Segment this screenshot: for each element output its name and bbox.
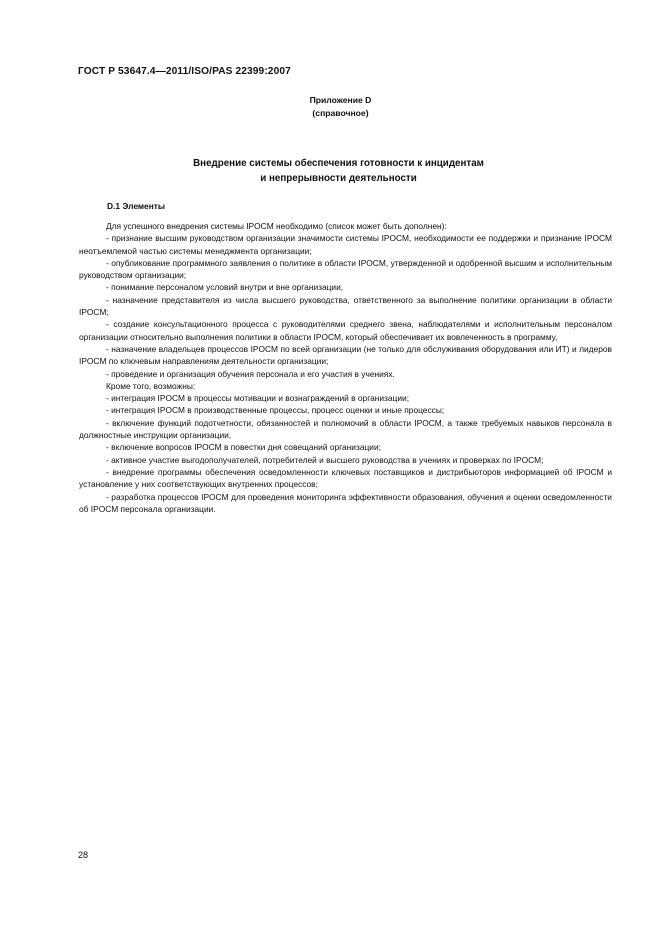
- list-item: - разработка процессов IPOCM для проведения мониторинга эффективности образования, обучения и оценки осведомленности об IPOCM персонала организации.: [79, 491, 612, 514]
- list-item: - создание консультационного процесса с руководителями среднего звена, наблюдателями и исполнительным персоналом организации относительно выполнения политики в области IPOCM, который обеспечивает их вовлеченность в программу,: [79, 319, 612, 342]
- list-item: - интеграция IPOCM в процессы мотивации и вознаграждений в организации;: [106, 393, 410, 404]
- list-item: - активное участие выгодополучателей, потребителей и высшего руководства в учениях и проверках по IPOCM;: [106, 454, 544, 465]
- appendix-heading-line2: и непрерывности деятельности: [260, 173, 417, 184]
- list-item: - включение вопросов IPOCM в повестки дня совещаний организации;: [106, 442, 381, 453]
- body-text: [79, 220, 612, 515]
- standard-header: ГОСТ Р 53647.4—2011/ISO/PAS 22399:2007: [78, 66, 291, 77]
- list-item: - внедрение программы обеспечения осведомленности ключевых поставщиков и дистрибьюторов информацией об IPOCM и установление у них соответствующих внутренних процессов;: [79, 466, 612, 490]
- appendix-title: Приложение D: [309, 95, 372, 105]
- list-item: - интеграция IPOCM в производственные процессы, процесс оценки и иные процессы;: [106, 405, 445, 416]
- list-item: - понимание персоналом условий внутри и вне организации,: [106, 282, 344, 293]
- list-item: - признание высшим руководством организации значимости системы IPOCM, необходимости ее поддержки и признание IPOCM неотъемлемой частью системы менеджмента организации;: [79, 233, 612, 256]
- list-item: - включение функций подотчетности, обязанностей и полномочий в области IPOCM, а также требуемых навыков персонала в должностные инструкции организации,: [79, 417, 612, 441]
- list-item: - назначение представителя из числа высшего руководства, ответственного за выполнение политики организации в области IPOCM;: [79, 294, 612, 318]
- page-number: 28: [78, 850, 89, 860]
- paragraph: Кроме того, возможны:: [106, 380, 196, 391]
- list-item: - проведение и организация обучения персонала и его участия в учениях.: [106, 368, 395, 379]
- paragraph: Для успешного внедрения системы IPOCM необходимо (список может быть дополнен):: [106, 221, 447, 231]
- list-item: - опубликование программного заявления о политике в области IPOCM, утвержденной и одобренной высшим и исполнительным руководством организации;: [79, 257, 612, 281]
- appendix-heading-line1: Внедрение системы обеспечения готовности к инцидентам: [193, 158, 484, 169]
- list-item: - назначение владельцев процессов IPOCM по всей организации (не только для обслуживания оборудования или ИТ) и лидеров IPOCM по ключевым направлениям деятельности организации;: [79, 343, 612, 367]
- appendix-type: (справочное): [312, 108, 369, 118]
- section-title: D.1 Элементы: [107, 201, 166, 211]
